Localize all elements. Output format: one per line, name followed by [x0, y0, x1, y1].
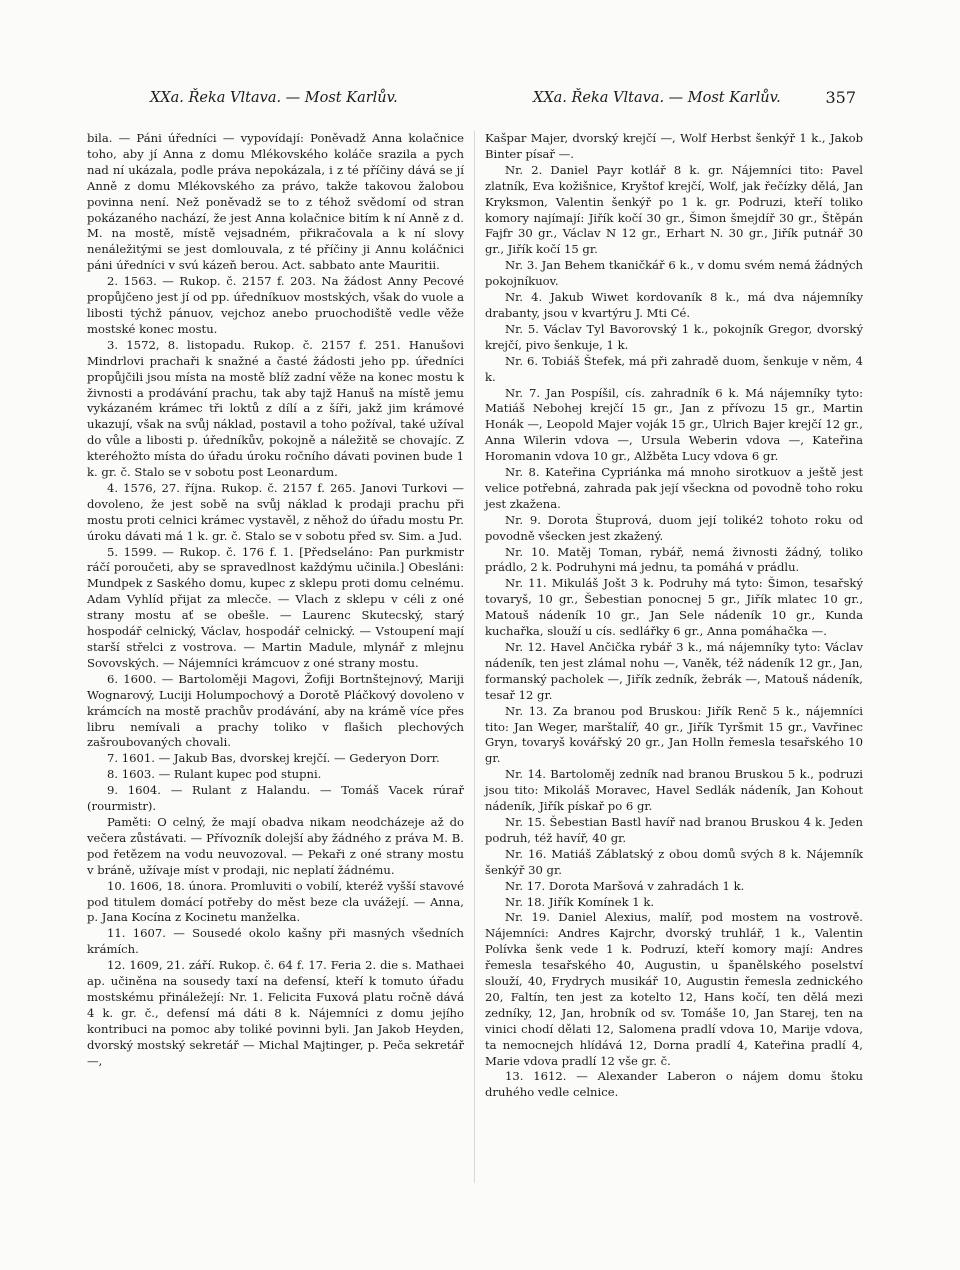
paragraph: Nr. 18. Jiřík Komínek 1 k. — [505, 894, 655, 909]
right-column — [485, 131, 863, 1101]
paragraph: Nr. 19. Daniel Alexius, malíř, pod mostem na vostrově. Nájemníci: Andres Kajrchr, dvorský truhlář, 1 k., Valentin Polívka šenk vede 1 k. Podruzí, kteří komory mají: Andres řemesla tesařského 40, Augustin, u španělského poselství slouží, 40, Frydrych musikář 10, Augustin řemesla zednického 20, Faltín, ten jest za kotelto 12, Hans kočí, ten dělá mezi zedníky, 12, Jan, hrobník od sv. Tomáše 10, Jan Starej, ten na vinici chodí dělati 12, Salomena pradlí vdova 10, Marije vdova, ta nemocnejch hlídává 12, Dorna pradlí 4, Kateřina pradlí 4, Marie vdova pradlí 12 vše gr. č. — [485, 910, 863, 1068]
paragraph: Nr. 9. Dorota Štuprová, duom její toliké2 tohoto roku od povodně všecken jest zkažený. — [485, 512, 863, 543]
paragraph: Nr. 16. Matiáš Záblatský z obou domů svých 8 k. Nájemník šenkýř 30 gr. — [485, 846, 863, 877]
column-divider — [474, 131, 475, 1183]
paragraph: Nr. 7. Jan Pospíšil, cís. zahradník 6 k. Má nájemníky tyto: Matiáš Nebohej krejčí 15 gr., Jan z přívozu 15 gr., Martin Honák —, Leopold Majer voják 15 gr., Ulrich Bajer krejčí 12 gr., Anna Wilerin vdova —, Ursula Weberin vdova —, Kateřina Horomanin vdova 10 gr., Alžběta Lucy vdova 6 gr. — [485, 385, 863, 464]
paragraph: 8. 1603. — Rulant kupec pod stupni. — [107, 767, 322, 782]
paragraph: Nr. 6. Tobiáš Štefek, má při zahradě duom, šenkuje v něm, 4 k. — [485, 353, 863, 384]
paragraph: 12. 1609, 21. září. Rukop. č. 64 f. 17. Feria 2. die s. Mathaei ap. učiněna na sousedy taxí na defensí, kteří k tomuto úřadu mostskému přináležejí: Nr. 1. Felicita Fuxová platu ročně dává 4 k. gr. č., defensí má dáti 8 k. Nájemníci z domu jejího kontribuci na pomoc aby toliké povinni byli. Jan Jakob Heyden, dvorský mostský sekretář — Michal Majtinger, p. Peča sekretář —, — [87, 958, 464, 1068]
paragraph: 9. 1604. — Rulant z Halandu. — Tomáš Vacek rúrař (rourmistr). — [87, 783, 464, 814]
paragraph: Nr. 15. Šebestian Bastl havíř nad branou Bruskou 4 k. Jeden podruh, též havíř, 40 gr. — [485, 814, 863, 845]
paragraph: Nr. 17. Dorota Maršová v zahradách 1 k. — [505, 878, 745, 893]
paragraph: Nr. 11. Mikuláš Jošt 3 k. Podruhy má tyto: Šimon, tesařský tovaryš, 10 gr., Šebestian ponocnej 5 gr., Jiřík mlatec 10 gr., Matouš nádeník 10 gr., Jan Sele nádeník 10 gr., Kunda kuchařka, slouží u cís. sedlářky 6 gr., Anna pomáhačka —. — [485, 576, 863, 639]
paragraph: Nr. 5. Václav Tyl Bavorovský 1 k., pokojník Gregor, dvorský krejčí, pivo šenkuje, 1 k. — [485, 321, 863, 352]
paragraph: 7. 1601. — Jakub Bas, dvorskej krejčí. — Gederyon Dorr. — [107, 751, 440, 766]
paragraph: 4. 1576, 27. října. Rukop. č. 2157 f. 265. Janovi Turkovi — dovoleno, že jest sobě na svůj náklad k prodaji prachu při mostu proti celnici krámec vystavěl, z něhož do úřadu mostu Pr. úroku dávati má 1 k. gr. č. Stalo se v sobotu před sv. Sim. a Jud. — [87, 480, 464, 543]
paragraph: Kašpar Majer, dvorský krejčí —, Wolf Herbst šenkýř 1 k., Jakob Binter písař —. — [485, 131, 863, 161]
paragraph: 6. 1600. — Bartoloměji Magovi, Žofiji Bortnštejnový, Mariji Wognarový, Luciji Holumpochový a Dorotě Pláčkový dovoleno v krámcích na mostě prachův prodávání, aby na krámě více přes libru nemívali a prachy toliko v flašich plechových zašroubovaných chovali. — [87, 671, 464, 750]
paragraph: Nr. 13. Za branou pod Bruskou: Jiřík Renč 5 k., nájemníci tito: Jan Weger, marštalíř, 40 gr., Jiřík Tyršmit 15 gr., Vavřinec Gryn, tovaryš kovářský 20 gr., Jan Holln řemesla tesařského 10 gr. — [485, 703, 863, 766]
paragraph: 11. 1607. — Sousedé okolo kašny při masných všedních krámích. — [87, 926, 464, 957]
paragraph: Paměti: O celný, že mají obadva nikam neodcházeje až do večera zůstávati. — Přívozník dolejší aby žádného z práva M. B. pod řetězem na vodu neuvozoval. — Pekaři z oné strany mostu v bráně, užívaje míst v prodaji, nic neplatí žádnému. — [87, 814, 464, 877]
paragraph: 5. 1599. — Rukop. č. 176 f. 1. [Předseláno: Pan purkmistr ráčí poroučeti, aby se spravedlnost každýmu učinila.] Obesláni: Mundpek z Saského domu, kupec z sklepu proti domu celnému. Adam Vyhlíd přijat za mlecče. — Vlach z sklepu v céli z oné strany mostu ať se obešle. — Laurenc Skutecský, starý hospodář celnický, Václav, hospodář celnický. — Vstoupení mají starší střelci z vostrova. — Martin Madule, mlynář z mlejnu Sovovských. — Nájemníci krámcuov z oné strany mostu. — [87, 544, 464, 670]
paragraph: bila. — Páni úředníci — vypovídají: Poněvadž Anna kolačnice toho, aby jí Anna z domu Mlékovského koláče srazila a pych nad ní ukázala, podle práva nepokázala, i z té příčiny dává se jí Anně z domu Mlékovského za právo, takže takovou žalobou povinna není. Než poněvadž se to z téhož svědomí od stran pokázaného nachází, že jest Anna kolačnice bitím k ní Anně z d. M. na mostě, místě vejsadném, přikračovala a k ní slovy nenáležitými se jest domlouvala, z té příčiny ji Annu koláčnici páni úředníci v svú kázeň berou. Act. sabbato ante Mauritii. — [87, 131, 464, 273]
paragraph: 10. 1606, 18. února. Promluviti o vobilí, kteréž vyšší stavové pod titulem domácí potřeby do měst beze cla uvážejí. — Anna, p. Jana Kocína z Kocinetu manželka. — [87, 878, 464, 925]
running-head-left: XXa. Řeka Vltava. — Most Karlův. — [150, 90, 398, 106]
paragraph: Nr. 14. Bartoloměj zedník nad branou Bruskou 5 k., podruzi jsou tito: Mikoláš Moravec, Havel Sedlák nádeník, Jan Kohout nádeník, Jiřík pískař po 6 gr. — [485, 767, 863, 814]
paragraph: 13. 1612. — Alexander Laberon o nájem domu štoku druhého vedle celnice. — [485, 1069, 863, 1100]
paragraph: Nr. 12. Havel Ančička rybář 3 k., má nájemníky tyto: Václav nádeník, ten jest zlámal nohu —, Vaněk, též nádeník 12 gr., Jan, formanský pacholek —, Jiřík zedník, žebrák —, Matouš nádeník, tesař 12 gr. — [485, 640, 863, 702]
left-column — [87, 131, 464, 1069]
running-head-right: XXa. Řeka Vltava. — Most Karlův. — [533, 90, 781, 106]
paragraph: Nr. 4. Jakub Wiwet kordovaník 8 k., má dva nájemníky drabanty, jsou v kvartýru J. Mti Cé. — [485, 290, 863, 320]
page-number: 357 — [825, 88, 856, 107]
paragraph: Nr. 10. Matěj Toman, rybář, nemá živnosti žádný, toliko prádlo, 2 k. Podruhyni má jednu, ta pomáhá v prádlu. — [485, 544, 863, 575]
paragraph: Nr. 2. Daniel Payr kotlář 8 k. gr. Nájemníci tito: Pavel zlatník, Eva kožišnice, Kryštof krejčí, Wolf, jak řečízky dělá, Jan Kryksmon, Valentin šenkýř po 1 k. gr. Podruzi, kteří toliko komory najímají: Jiřík kočí 30 gr., Šimon šmejdíř 30 gr., Štěpán Fajfr 30 gr., Václav N 12 gr., Erhart N. 30 gr., Jiřík putnář 30 gr., Jiřík kočí 15 gr. — [485, 162, 863, 257]
running-head — [150, 90, 856, 116]
paragraph: Nr. 3. Jan Behem tkaničkář 6 k., v domu svém nemá žádných pokojníkuov. — [485, 258, 863, 289]
paragraph: 2. 1563. — Rukop. č. 2157 f. 203. Na žádost Anny Pecové propůjčeno jest jí od pp. úředníkuov mostských, však do vuole a libosti týchž pánuov, vejchoz anebo pruochodiště vedle věže mostské konec mostu. — [87, 274, 464, 336]
paragraph: 3. 1572, 8. listopadu. Rukop. č. 2157 f. 251. Hanušovi Mindrlovi prachaři k snažné a časté žádosti jeho pp. úředníci propůjčili jsou místa na mostě blíž zadní věže na konec mostu k živnosti a prodávání prachu, tak aby tajž Hanuš na místě jemu vykázaném krámec tři loktů z dílí a z šíři, jakž jim krámové ukazují, však na svůj náklad, postavil a toho požíval, také užíval do vůle a libosti p. úředníkův, pokojně a náležitě se chovajíc. Z kteréhožto místa do úřadu úroku ročního dávati povinen bude 1 k. gr. č. Stalo se v sobotu post Leonardum. — [87, 337, 464, 480]
paragraph: Nr. 8. Kateřina Cypriánka má mnoho sirotkuov a ještě jest velice potřebná, zahrada pak její všeckna od povodně toho roku jest zkažena. — [485, 465, 863, 511]
